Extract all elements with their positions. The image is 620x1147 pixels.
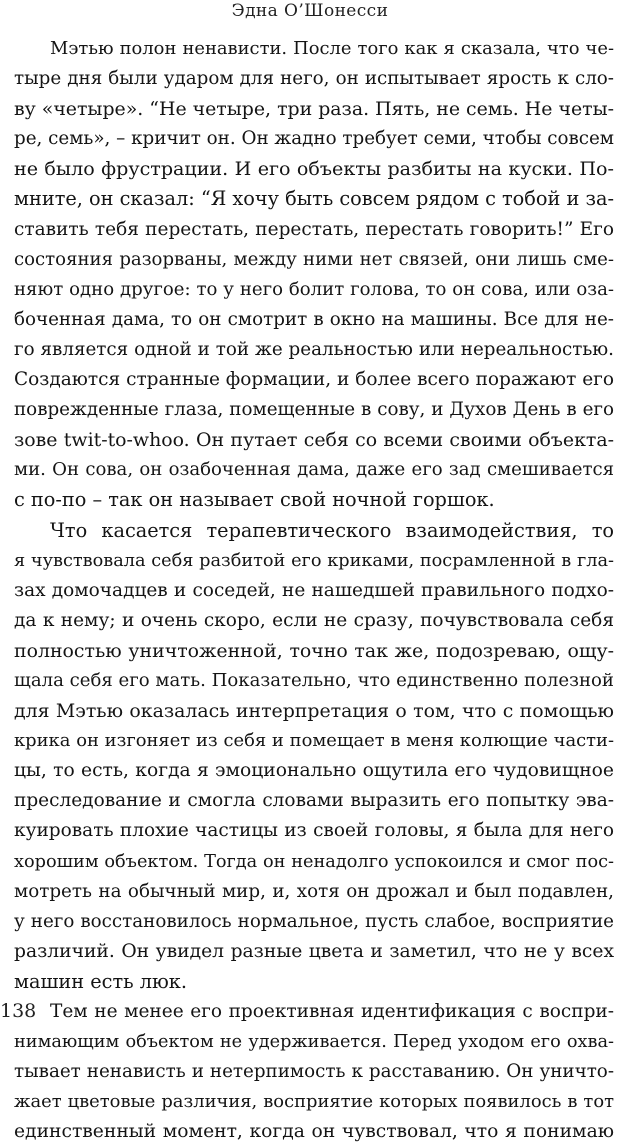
text-line: у него восстановилось нормальное, пусть слабое, восприятие	[14, 910, 614, 932]
text-line: нимающим объектом не удерживается. Перед уходом его охва-	[14, 1032, 614, 1053]
text-line: да к нему; и очень скоро, если не сразу, почувствовала себя	[14, 609, 614, 631]
running-head: Эдна О’Шонесси	[231, 1, 389, 21]
text-line: поврежденные глаза, помещенные в сову, и Духов День в его	[14, 399, 614, 421]
text-line: для Мэтью оказалась интерпретация о том, что с помощью	[14, 700, 614, 723]
text-line: куировать плохие частицы из своей головы, я была для него	[14, 820, 614, 842]
text-line: Создаются странные формации, и более всего поражают его	[14, 369, 614, 391]
text-line: состояния разорваны, между ними нет связей, они лишь сме-	[14, 248, 614, 270]
text-line: боченная дама, то он смотрит в окно на машины. Все для не-	[14, 308, 614, 330]
page-number: 138	[0, 1000, 37, 1022]
text-line: преследование и смогла словами выразить его попытку эва-	[14, 790, 614, 812]
text-line: Что касается терапевтического взаимодействия, то	[50, 518, 614, 542]
text-line: зах домочадцев и соседей, не нашедшей правильного подхо-	[14, 579, 614, 601]
text-line: Тем не менее его проективная идентификация с воспри-	[50, 1001, 614, 1022]
text-line: я чувствовала себя разбитой его криками, посрамленной в гла-	[14, 550, 614, 571]
text-line: единственный момент, когда он чувствовал, что я понимаю	[14, 1121, 614, 1143]
text-line: полностью уничтоженной, точно так же, подозреваю, ощу-	[14, 639, 614, 662]
text-line: щала себя его мать. Показательно, что единственно полезной	[14, 669, 614, 691]
text-line: различий. Он увидел разные цвета и заметил, что не у всех	[14, 940, 614, 962]
page-text	[14, 34, 614, 1147]
text-line: ре, семь», – кричит он. Он жадно требует семи, чтобы совсем	[14, 128, 614, 150]
text-line: цы, то есть, когда я эмоционально ощутила его чудовищное	[14, 760, 614, 782]
text-line: жает цветовые различия, восприятие которых появилось в тот	[14, 1091, 614, 1113]
text-line: тыре дня были ударом для него, он испытывает ярость к сло-	[14, 68, 614, 90]
text-line: не было фрустрации. И его объекты разбиты на куски. По-	[14, 157, 614, 181]
text-line: ставить тебя перестать, перестать, перестать говорить!” Его	[14, 218, 614, 240]
text-line: мотреть на обычный мир, и, хотя он дрожал и был подавлен,	[14, 880, 614, 902]
text-line: с по-по – так он называет свой ночной горшок.	[14, 488, 495, 512]
text-line: зове twit-to-whoo. Он путает себя со всеми своими объекта-	[14, 429, 614, 452]
text-line: мните, он сказал: “Я хочу быть совсем рядом с тобой и за-	[14, 187, 614, 211]
text-line: машин есть люк.	[14, 969, 187, 993]
text-line: ми. Он сова, он озабоченная дама, даже его зад смешивается	[14, 459, 614, 481]
text-line: тывает ненависть и нетерпимость к расставанию. Он уничто-	[14, 1061, 614, 1083]
text-line: Мэтью полон ненависти. После того как я сказала, что че-	[50, 38, 614, 59]
text-line: няют одно другое: то у него болит голова, то он сова, или оза-	[14, 278, 614, 300]
text-line: крика он изгоняет из себя и помещает в меня колющие части-	[14, 730, 614, 752]
text-line: ву «четыре». “Не четыре, три раза. Пять, не семь. Не четы-	[14, 98, 614, 121]
text-line: го является одной и той же реальностью или нереальностью.	[14, 338, 614, 360]
text-line: хорошим объектом. Тогда он ненадолго успокоился и смог пос-	[14, 851, 614, 872]
